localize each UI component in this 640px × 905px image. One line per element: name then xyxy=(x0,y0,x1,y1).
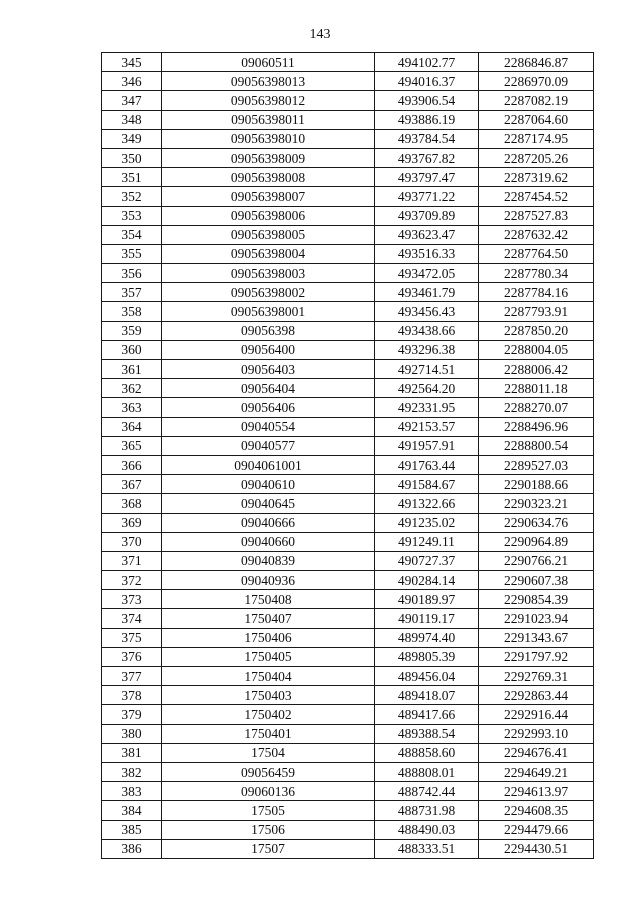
point-code-cell: 09040936 xyxy=(162,571,375,590)
row-number-cell: 381 xyxy=(102,743,162,762)
point-code-cell: 09060136 xyxy=(162,782,375,801)
x-coordinate-cell: 493797.47 xyxy=(375,168,479,187)
table-row xyxy=(102,571,594,590)
row-number-cell: 363 xyxy=(102,398,162,417)
x-coordinate-cell: 493767.82 xyxy=(375,148,479,167)
y-coordinate-cell: 2290607.38 xyxy=(479,571,594,590)
point-code-cell: 1750408 xyxy=(162,590,375,609)
page-number: 143 xyxy=(309,27,331,42)
y-coordinate-cell: 2287082.19 xyxy=(479,91,594,110)
table-row xyxy=(102,590,594,609)
x-coordinate-cell: 489388.54 xyxy=(375,724,479,743)
y-coordinate-cell: 2288011.18 xyxy=(479,379,594,398)
table-row xyxy=(102,321,594,340)
table-row xyxy=(102,820,594,839)
point-code-cell: 09040577 xyxy=(162,436,375,455)
row-number-cell: 362 xyxy=(102,379,162,398)
x-coordinate-cell: 493456.43 xyxy=(375,302,479,321)
point-code-cell: 09056398005 xyxy=(162,225,375,244)
y-coordinate-cell: 2290323.21 xyxy=(479,494,594,513)
table-row xyxy=(102,724,594,743)
row-number-cell: 375 xyxy=(102,628,162,647)
table-row xyxy=(102,398,594,417)
y-coordinate-cell: 2292863.44 xyxy=(479,686,594,705)
row-number-cell: 372 xyxy=(102,571,162,590)
x-coordinate-cell: 494102.77 xyxy=(375,53,479,72)
table-row xyxy=(102,551,594,570)
row-number-cell: 348 xyxy=(102,110,162,129)
point-code-cell: 17506 xyxy=(162,820,375,839)
point-code-cell: 09056404 xyxy=(162,379,375,398)
row-number-cell: 357 xyxy=(102,283,162,302)
table-row xyxy=(102,647,594,666)
x-coordinate-cell: 490727.37 xyxy=(375,551,479,570)
table-row xyxy=(102,187,594,206)
table-row xyxy=(102,206,594,225)
x-coordinate-cell: 492331.95 xyxy=(375,398,479,417)
x-coordinate-cell: 488808.01 xyxy=(375,762,479,781)
x-coordinate-cell: 493472.05 xyxy=(375,264,479,283)
table-row xyxy=(102,801,594,820)
y-coordinate-cell: 2292993.10 xyxy=(479,724,594,743)
x-coordinate-cell: 493438.66 xyxy=(375,321,479,340)
table-row xyxy=(102,494,594,513)
table-row xyxy=(102,782,594,801)
row-number-cell: 366 xyxy=(102,455,162,474)
y-coordinate-cell: 2294676.41 xyxy=(479,743,594,762)
y-coordinate-cell: 2289527.03 xyxy=(479,455,594,474)
point-code-cell: 09056398001 xyxy=(162,302,375,321)
y-coordinate-cell: 2294430.51 xyxy=(479,839,594,858)
row-number-cell: 376 xyxy=(102,647,162,666)
x-coordinate-cell: 493296.38 xyxy=(375,340,479,359)
row-number-cell: 360 xyxy=(102,340,162,359)
table-row xyxy=(102,110,594,129)
point-code-cell: 09040839 xyxy=(162,551,375,570)
row-number-cell: 371 xyxy=(102,551,162,570)
x-coordinate-cell: 492564.20 xyxy=(375,379,479,398)
row-number-cell: 361 xyxy=(102,360,162,379)
table-row xyxy=(102,762,594,781)
y-coordinate-cell: 2287784.16 xyxy=(479,283,594,302)
x-coordinate-cell: 489805.39 xyxy=(375,647,479,666)
table-row xyxy=(102,264,594,283)
row-number-cell: 367 xyxy=(102,475,162,494)
row-number-cell: 373 xyxy=(102,590,162,609)
point-code-cell: 09060511 xyxy=(162,53,375,72)
table-row xyxy=(102,667,594,686)
x-coordinate-cell: 490189.97 xyxy=(375,590,479,609)
row-number-cell: 345 xyxy=(102,53,162,72)
x-coordinate-cell: 493623.47 xyxy=(375,225,479,244)
x-coordinate-cell: 493709.89 xyxy=(375,206,479,225)
y-coordinate-cell: 2294649.21 xyxy=(479,762,594,781)
y-coordinate-cell: 2287174.95 xyxy=(479,129,594,148)
row-number-cell: 386 xyxy=(102,839,162,858)
point-code-cell: 1750403 xyxy=(162,686,375,705)
point-code-cell: 1750405 xyxy=(162,647,375,666)
y-coordinate-cell: 2294608.35 xyxy=(479,801,594,820)
coordinates-table-body xyxy=(102,53,594,859)
point-code-cell: 09056398009 xyxy=(162,148,375,167)
table-row xyxy=(102,225,594,244)
x-coordinate-cell: 488490.03 xyxy=(375,820,479,839)
y-coordinate-cell: 2288496.96 xyxy=(479,417,594,436)
point-code-cell: 17504 xyxy=(162,743,375,762)
row-number-cell: 353 xyxy=(102,206,162,225)
table-row xyxy=(102,609,594,628)
point-code-cell: 09040645 xyxy=(162,494,375,513)
x-coordinate-cell: 491584.67 xyxy=(375,475,479,494)
x-coordinate-cell: 491763.44 xyxy=(375,455,479,474)
y-coordinate-cell: 2287527.83 xyxy=(479,206,594,225)
y-coordinate-cell: 2294479.66 xyxy=(479,820,594,839)
table-row xyxy=(102,168,594,187)
row-number-cell: 369 xyxy=(102,513,162,532)
point-code-cell: 09056398 xyxy=(162,321,375,340)
point-code-cell: 09040666 xyxy=(162,513,375,532)
y-coordinate-cell: 2290634.76 xyxy=(479,513,594,532)
table-row xyxy=(102,436,594,455)
point-code-cell: 09056403 xyxy=(162,360,375,379)
point-code-cell: 17507 xyxy=(162,839,375,858)
row-number-cell: 368 xyxy=(102,494,162,513)
table-row xyxy=(102,379,594,398)
x-coordinate-cell: 490284.14 xyxy=(375,571,479,590)
row-number-cell: 352 xyxy=(102,187,162,206)
x-coordinate-cell: 490119.17 xyxy=(375,609,479,628)
row-number-cell: 379 xyxy=(102,705,162,724)
point-code-cell: 09056406 xyxy=(162,398,375,417)
point-code-cell: 09056398002 xyxy=(162,283,375,302)
point-code-cell: 09040660 xyxy=(162,532,375,551)
row-number-cell: 364 xyxy=(102,417,162,436)
point-code-cell: 09056398007 xyxy=(162,187,375,206)
table-row xyxy=(102,72,594,91)
point-code-cell: 09056398003 xyxy=(162,264,375,283)
table-row xyxy=(102,839,594,858)
row-number-cell: 374 xyxy=(102,609,162,628)
table-row xyxy=(102,705,594,724)
y-coordinate-cell: 2287764.50 xyxy=(479,244,594,263)
row-number-cell: 377 xyxy=(102,667,162,686)
x-coordinate-cell: 493784.54 xyxy=(375,129,479,148)
x-coordinate-cell: 489974.40 xyxy=(375,628,479,647)
x-coordinate-cell: 493516.33 xyxy=(375,244,479,263)
coordinates-table xyxy=(101,52,594,859)
x-coordinate-cell: 488731.98 xyxy=(375,801,479,820)
table-row xyxy=(102,417,594,436)
point-code-cell: 09056398004 xyxy=(162,244,375,263)
row-number-cell: 378 xyxy=(102,686,162,705)
x-coordinate-cell: 492153.57 xyxy=(375,417,479,436)
table-row xyxy=(102,743,594,762)
y-coordinate-cell: 2292916.44 xyxy=(479,705,594,724)
x-coordinate-cell: 493461.79 xyxy=(375,283,479,302)
table-row xyxy=(102,91,594,110)
y-coordinate-cell: 2286970.09 xyxy=(479,72,594,91)
table-row xyxy=(102,129,594,148)
y-coordinate-cell: 2287850.20 xyxy=(479,321,594,340)
y-coordinate-cell: 2287064.60 xyxy=(479,110,594,129)
row-number-cell: 356 xyxy=(102,264,162,283)
row-number-cell: 359 xyxy=(102,321,162,340)
row-number-cell: 383 xyxy=(102,782,162,801)
table-row xyxy=(102,244,594,263)
point-code-cell: 09040610 xyxy=(162,475,375,494)
point-code-cell: 09056400 xyxy=(162,340,375,359)
table-row xyxy=(102,360,594,379)
row-number-cell: 365 xyxy=(102,436,162,455)
y-coordinate-cell: 2288800.54 xyxy=(479,436,594,455)
table-row xyxy=(102,53,594,72)
y-coordinate-cell: 2291343.67 xyxy=(479,628,594,647)
row-number-cell: 382 xyxy=(102,762,162,781)
row-number-cell: 346 xyxy=(102,72,162,91)
row-number-cell: 347 xyxy=(102,91,162,110)
y-coordinate-cell: 2292769.31 xyxy=(479,667,594,686)
row-number-cell: 370 xyxy=(102,532,162,551)
x-coordinate-cell: 493906.54 xyxy=(375,91,479,110)
table-row xyxy=(102,513,594,532)
point-code-cell: 1750402 xyxy=(162,705,375,724)
x-coordinate-cell: 489417.66 xyxy=(375,705,479,724)
y-coordinate-cell: 2288006.42 xyxy=(479,360,594,379)
point-code-cell: 09056398008 xyxy=(162,168,375,187)
y-coordinate-cell: 2287454.52 xyxy=(479,187,594,206)
y-coordinate-cell: 2287780.34 xyxy=(479,264,594,283)
x-coordinate-cell: 489456.04 xyxy=(375,667,479,686)
table-row xyxy=(102,283,594,302)
y-coordinate-cell: 2287793.91 xyxy=(479,302,594,321)
y-coordinate-cell: 2290766.21 xyxy=(479,551,594,570)
row-number-cell: 380 xyxy=(102,724,162,743)
y-coordinate-cell: 2291023.94 xyxy=(479,609,594,628)
row-number-cell: 350 xyxy=(102,148,162,167)
point-code-cell: 09056398010 xyxy=(162,129,375,148)
x-coordinate-cell: 492714.51 xyxy=(375,360,479,379)
x-coordinate-cell: 491249.11 xyxy=(375,532,479,551)
point-code-cell: 1750407 xyxy=(162,609,375,628)
row-number-cell: 355 xyxy=(102,244,162,263)
row-number-cell: 385 xyxy=(102,820,162,839)
point-code-cell: 09056398011 xyxy=(162,110,375,129)
point-code-cell: 09056398006 xyxy=(162,206,375,225)
point-code-cell: 1750404 xyxy=(162,667,375,686)
row-number-cell: 358 xyxy=(102,302,162,321)
y-coordinate-cell: 2287319.62 xyxy=(479,168,594,187)
x-coordinate-cell: 491235.02 xyxy=(375,513,479,532)
x-coordinate-cell: 488333.51 xyxy=(375,839,479,858)
point-code-cell: 09056398012 xyxy=(162,91,375,110)
y-coordinate-cell: 2290188.66 xyxy=(479,475,594,494)
row-number-cell: 384 xyxy=(102,801,162,820)
point-code-cell: 09056398013 xyxy=(162,72,375,91)
row-number-cell: 354 xyxy=(102,225,162,244)
row-number-cell: 349 xyxy=(102,129,162,148)
point-code-cell: 1750401 xyxy=(162,724,375,743)
x-coordinate-cell: 491957.91 xyxy=(375,436,479,455)
y-coordinate-cell: 2294613.97 xyxy=(479,782,594,801)
y-coordinate-cell: 2290854.39 xyxy=(479,590,594,609)
point-code-cell: 17505 xyxy=(162,801,375,820)
x-coordinate-cell: 494016.37 xyxy=(375,72,479,91)
table-row xyxy=(102,340,594,359)
x-coordinate-cell: 491322.66 xyxy=(375,494,479,513)
y-coordinate-cell: 2288004.05 xyxy=(479,340,594,359)
x-coordinate-cell: 488742.44 xyxy=(375,782,479,801)
table-row xyxy=(102,302,594,321)
table-row xyxy=(102,475,594,494)
point-code-cell: 1750406 xyxy=(162,628,375,647)
table-row xyxy=(102,532,594,551)
x-coordinate-cell: 489418.07 xyxy=(375,686,479,705)
point-code-cell: 0904061001 xyxy=(162,455,375,474)
row-number-cell: 351 xyxy=(102,168,162,187)
table-row xyxy=(102,148,594,167)
y-coordinate-cell: 2288270.07 xyxy=(479,398,594,417)
y-coordinate-cell: 2286846.87 xyxy=(479,53,594,72)
x-coordinate-cell: 493886.19 xyxy=(375,110,479,129)
y-coordinate-cell: 2290964.89 xyxy=(479,532,594,551)
x-coordinate-cell: 488858.60 xyxy=(375,743,479,762)
y-coordinate-cell: 2291797.92 xyxy=(479,647,594,666)
table-row xyxy=(102,686,594,705)
table-row xyxy=(102,628,594,647)
y-coordinate-cell: 2287205.26 xyxy=(479,148,594,167)
point-code-cell: 09056459 xyxy=(162,762,375,781)
x-coordinate-cell: 493771.22 xyxy=(375,187,479,206)
y-coordinate-cell: 2287632.42 xyxy=(479,225,594,244)
point-code-cell: 09040554 xyxy=(162,417,375,436)
table-row xyxy=(102,455,594,474)
